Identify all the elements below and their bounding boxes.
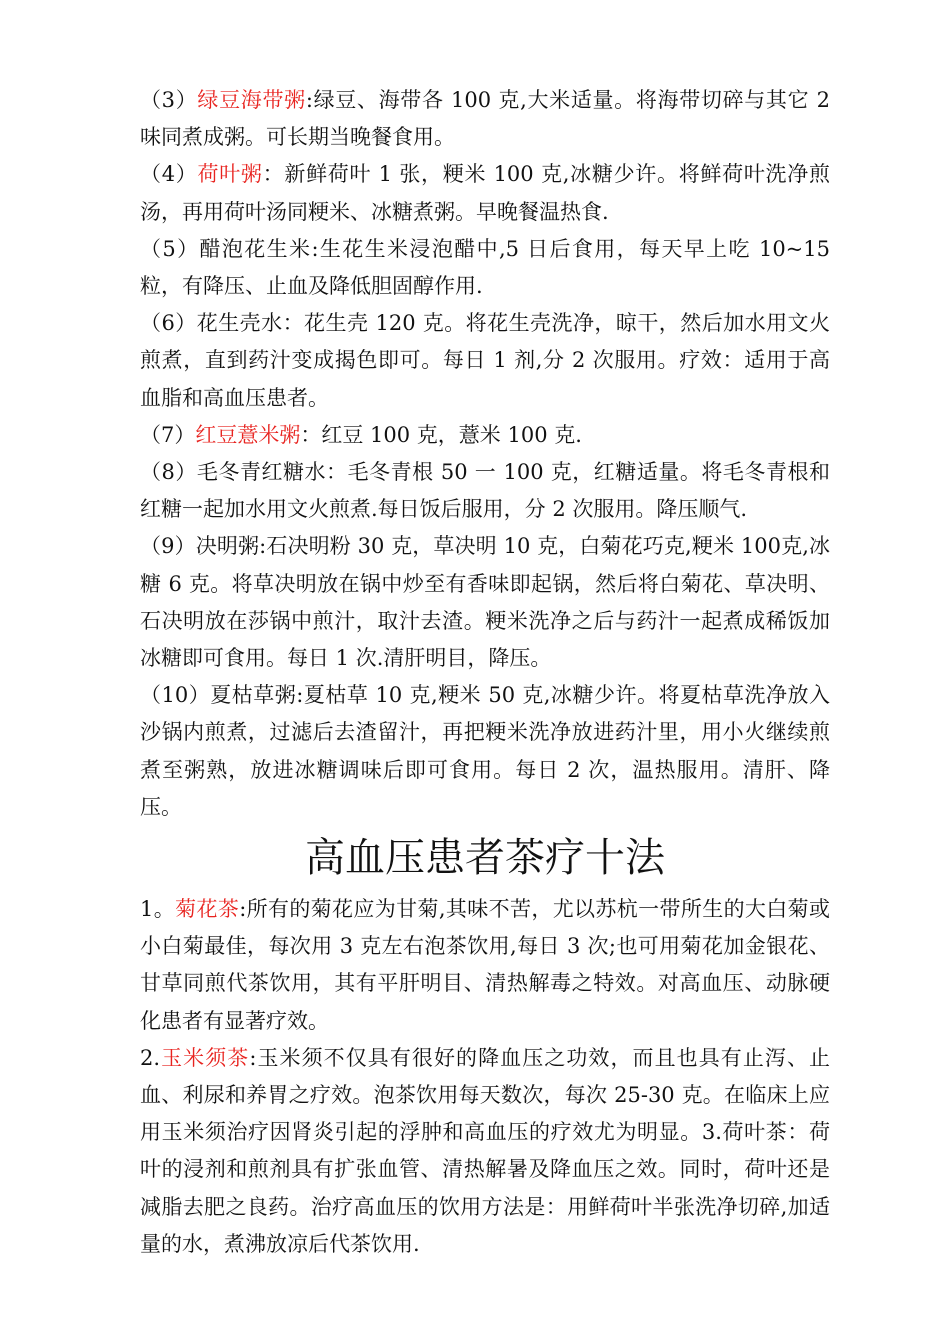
recipe-name: 绿豆海带粥 (197, 88, 306, 112)
recipe-name: 花生壳水 (196, 311, 283, 336)
recipe-name: 决明粥 (195, 534, 260, 559)
item-number: （9） (140, 534, 196, 559)
tea-2 (140, 1040, 830, 1263)
tea-1 (140, 891, 830, 1040)
item-number: （6） (140, 311, 197, 336)
recipe-9 (140, 528, 830, 677)
item-number: （10） (140, 683, 211, 708)
recipe-10 (140, 677, 830, 826)
item-number: （8） (140, 460, 197, 485)
recipe-4 (140, 156, 830, 230)
recipe-name: 红豆薏米粥 (195, 422, 301, 447)
item-number: （7） (140, 422, 196, 447)
recipe-text: :石决明粉 30 克，草决明 10 克，白菊花巧克,粳米 100克,冰糖 6 克。将草决明放在锅中炒至有香味即起锅，然后将白菊花、草决明、石决明放在莎锅中煎汁，取汁去渣。粳米洗净之后与药汁一起煮成稀饭加冰糖即可食用。每日 1 次.清肝明目，降压。 (140, 534, 831, 671)
recipe-text: ：毛冬青根 50 一 100 克，红糖适量。将毛冬青根和红糖一起加水用文火煎煮.每日饭后服用，分 2 次服用。降压顺气. (140, 460, 830, 522)
recipe-7 (140, 417, 830, 454)
item-number: （3） (140, 88, 198, 112)
recipe-5 (140, 231, 830, 305)
tea-text: :玉米须不仅具有很好的降血压之功效，而且也具有止泻、止血、利尿和养胃之疗效。泡茶饮用每天数次，每次 25-30 克。在临床上应用玉米须治疗因肾炎引起的浮肿和高血压的疗效尤为明显。3.荷叶茶：荷叶的浸剂和煎剂具有扩张血管、清热解暑及降血压之效。同时，荷叶还是减脂去肥之良药。治疗高血压的饮用方法是：用鲜荷叶半张洗净切碎,加适量的水，煮沸放凉后代茶饮用. (140, 1045, 831, 1256)
recipe-name: 毛冬青红糖水 (196, 460, 327, 485)
recipe-text: ：花生壳 120 克。将花生壳洗净，晾干，然后加水用文火煎煮，直到药汁变成揭色即可。每日 1 剂,分 2 次服用。疗效：适用于高血脂和高血压患者。 (140, 311, 830, 410)
recipe-text: ：红豆 100 克，薏米 100 克. (300, 422, 582, 447)
recipe-text: :绿豆、海带各 100 克,大米适量。将海带切碎与其它 2 味同煮成粥。可长期当晚餐食用。 (140, 88, 831, 150)
recipe-name: 醋泡花生米 (199, 236, 312, 261)
recipe-6 (140, 305, 830, 417)
recipe-text: :生花生米浸泡醋中,5 日后食用，每天早上吃 10~15 粒，有降压、止血及降低胆固醇作用. (140, 236, 830, 299)
recipe-text: :夏枯草 10 克,粳米 50 克,冰糖少许。将夏枯草洗净放入沙锅内煎煮，过滤后去渣留汁，再把粳米洗净放进药汁里，用小火继续煎煮至粥熟，放进冰糖调味后即可食用。每日 2 次，温热服用。清肝、降压。 (140, 683, 830, 819)
tea-name: 玉米须茶 (160, 1045, 250, 1070)
recipe-3 (140, 82, 830, 156)
item-number: （4） (140, 162, 198, 187)
item-number: 2. (140, 1045, 161, 1070)
tea-name: 菊花茶 (175, 897, 240, 922)
recipe-8 (140, 454, 830, 528)
recipe-name: 夏枯草粥 (210, 683, 297, 708)
document-page (140, 82, 830, 1263)
recipe-name: 荷叶粥 (197, 162, 263, 187)
section-title: 高血压患者茶疗十法 (305, 835, 665, 882)
recipe-text: ：新鲜荷叶 1 张，粳米 100 克,冰糖少许。将鲜荷叶洗净煎汤，再用荷叶汤同粳米、冰糖煮粥。早晚餐温热食. (140, 162, 830, 224)
item-number: （5） (140, 236, 200, 261)
tea-text: :所有的菊花应为甘菊,其味不苦，尤以苏杭一带所生的大白菊或小白菊最佳，每次用 3 克左右泡茶饮用,每日 3 次;也可用菊花加金银花、甘草同煎代茶饮用，其有平肝明目、清热解毒之特效。对高血压、动脉硬化患者有显著疗效。 (140, 897, 831, 1033)
item-number: 1。 (140, 897, 176, 922)
